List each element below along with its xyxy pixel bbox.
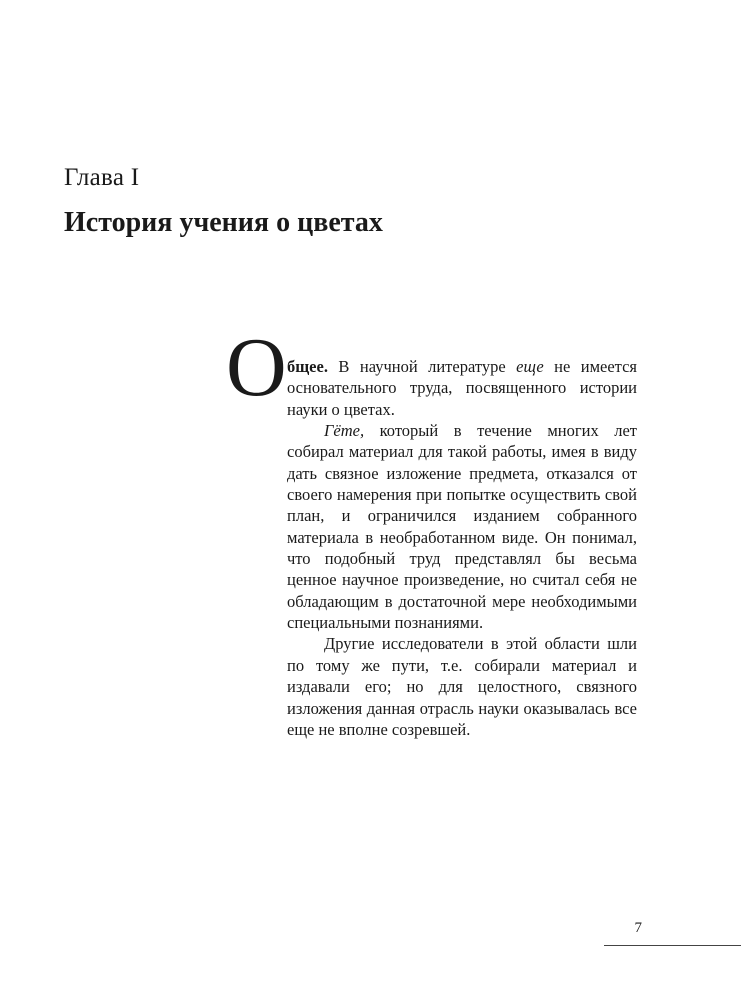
chapter-title: История учения о цветах	[64, 207, 383, 238]
paragraph-intro-text-b: не имеется основательного труда, посвященного истории науки о цветах.	[287, 357, 637, 419]
drop-cap-letter: О	[226, 321, 287, 414]
footer-rule	[604, 945, 741, 946]
paragraph-goethe-name: Гёте,	[324, 421, 365, 441]
body-text	[287, 356, 637, 740]
paragraph-goethe	[287, 420, 637, 633]
paragraph-intro-italic: еще	[516, 357, 544, 376]
paragraph-intro	[287, 356, 637, 420]
paragraph-others: Другие исследователи в этой области шли по тому же пути, т.е. собирали материал и издавали его; но для целостного, связного изложения данная отрасль науки оказывалась все еще не вполне созревшей.	[287, 634, 637, 739]
paragraph-intro-text-a: В научной литературе	[327, 357, 517, 376]
chapter-label: Глава I	[64, 164, 140, 191]
paragraph-lead-bold: бщее.	[287, 357, 328, 376]
paragraph-goethe-text: который в течение многих лет собирал материал для такой работы, имея в виду дать связное изложение предмета, отказался от своего намерения при попытке осуществить свой план, и ограничился изданием собранного материала в необработанном виде. Он понимал, что подобный труд представлял бы весьма ценное научное произведение, но считал себя не обладающим в достаточной мере необходимыми специальными познаниями.	[287, 421, 637, 633]
page-number: 7	[634, 920, 642, 936]
